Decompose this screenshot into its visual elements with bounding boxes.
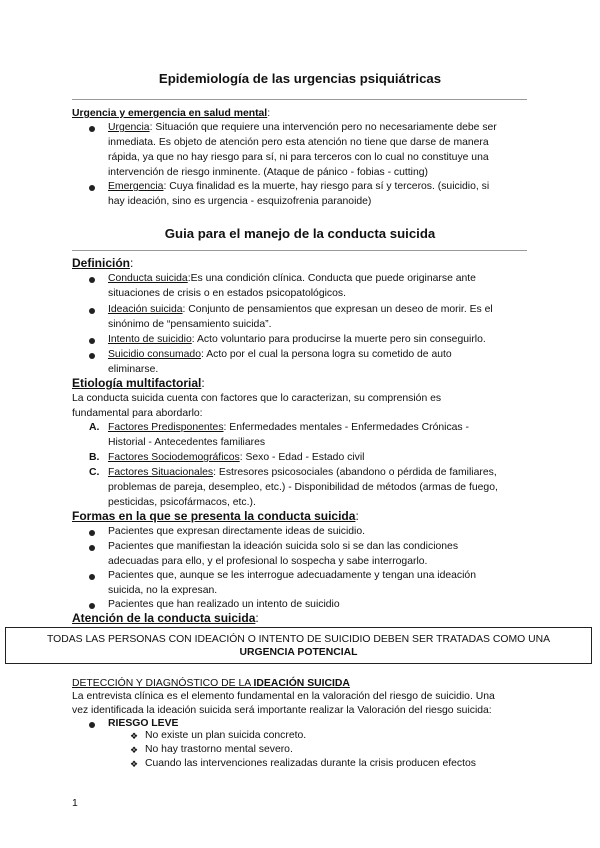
diamond-bullet-icon: ❖	[130, 745, 139, 755]
list-item-sociodemograficos: Factores Sociodemográficos: Sexo - Edad - Estado civil	[108, 452, 365, 463]
list-item-text: adecuadas para ello, y el profesional lo sospecha y sabe interrogarlo.	[108, 556, 428, 567]
bullet-icon	[89, 277, 95, 283]
bullet-icon	[89, 530, 95, 536]
list-item-text: Pacientes que manifiestan la ideación suicida solo si se dan las condiciones	[108, 541, 459, 552]
paragraph-line: fundamental para abordarlo:	[72, 408, 203, 419]
list-item-text: Pacientes que, aunque se les interrogue adecuadamente y tengan una ideación	[108, 570, 476, 581]
paragraph-line: vez identificada la ideación suicida será importante realizar la Valoración del riesgo suicida:	[72, 705, 492, 716]
list-item-text: situaciones de crisis o en estados psicopatológicos.	[108, 288, 346, 299]
list-letter: B.	[89, 452, 100, 463]
section-heading-urgencia: Urgencia y emergencia en salud mental:	[72, 108, 271, 119]
list-letter: C.	[89, 467, 100, 478]
bullet-icon	[89, 574, 95, 580]
list-item-intento: Intento de suicidio: Acto voluntario para producirse la muerte pero sin conseguirlo.	[108, 334, 486, 345]
bullet-icon	[89, 308, 95, 314]
section-heading-definicion: Definición:	[72, 256, 134, 270]
list-item-text: problemas de pareja, desempleo, etc.) - Disponibilidad de métodos (armas de fuego,	[108, 482, 498, 493]
sub-list-item: Cuando las intervenciones realizadas durante la crisis producen efectos	[145, 758, 476, 769]
list-item-text: suicida, no la expresan.	[108, 585, 218, 596]
diamond-bullet-icon: ❖	[130, 759, 139, 769]
list-letter: A.	[89, 422, 100, 433]
section-heading-deteccion: DETECCIÓN Y DIAGNÓSTICO DE LA IDEACIÓN SUICIDA	[72, 678, 350, 689]
section-heading-atencion: Atención de la conducta suicida:	[72, 611, 259, 625]
list-item-text: pesticidas, psicofármacos, etc.).	[108, 497, 256, 508]
diamond-bullet-icon: ❖	[130, 731, 139, 741]
paragraph-line: La conducta suicida cuenta con factores que lo caracterizan, su comprensión es	[72, 393, 442, 404]
callout-text: TODAS LAS PERSONAS CON IDEACIÓN O INTENTO DE SUICIDIO DEBEN SER TRATADAS COMO UNA	[46, 634, 551, 645]
list-item-text: Pacientes que expresan directamente ideas de suicidio.	[108, 526, 366, 537]
list-item-text: Historial - Antecedentes familiares	[108, 437, 266, 448]
list-item-text: sinónimo de “pensamiento suicida”.	[108, 319, 272, 330]
divider	[72, 250, 527, 251]
section-heading-etiologia: Etiología multifactorial:	[72, 376, 205, 390]
list-item-text: intervención de riesgo inminente. (Ataque de pánico - fobias - cutting)	[108, 167, 428, 178]
bullet-icon	[89, 126, 95, 132]
bullet-icon	[89, 353, 95, 359]
list-item-emergencia: Emergencia: Cuya finalidad es la muerte, hay riesgo para sí y terceros. (suicidio, si	[108, 181, 490, 192]
list-item-ideacion: Ideación suicida: Conjunto de pensamientos que expresan un deseo de morir. Es el	[108, 304, 493, 315]
section-heading-formas: Formas en la que se presenta la conducta suicida:	[72, 509, 359, 523]
callout-emphasis: URGENCIA POTENCIAL	[239, 647, 358, 658]
list-item-predisponentes: Factores Predisponentes: Enfermedades mentales - Enfermedades Crónicas -	[108, 422, 469, 433]
paragraph-line: La entrevista clínica es el elemento fundamental en la valoración del riesgo de suicidio. Una	[72, 691, 495, 702]
bullet-icon	[89, 603, 95, 609]
bullet-icon	[89, 722, 95, 728]
bullet-icon	[89, 338, 95, 344]
list-item-conducta: Conducta suicida:Es una condición clínica. Conducta que puede originarse ante	[108, 273, 476, 284]
section-title-guia: Guia para el manejo de la conducta suicida	[164, 226, 436, 241]
divider	[72, 99, 527, 100]
list-item-text: Pacientes que han realizado un intento de suicidio	[108, 599, 340, 610]
sub-list-item: No existe un plan suicida concreto.	[145, 730, 307, 741]
page-title: Epidemiología de las urgencias psiquiátricas	[158, 71, 442, 86]
sub-list-item: No hay trastorno mental severo.	[145, 744, 293, 755]
list-item-text: rápida, ya que no hay riesgo para sí, ni para terceros con lo cual no constituye una	[108, 152, 489, 163]
bullet-icon	[89, 185, 95, 191]
list-item-text: eliminarse.	[108, 364, 159, 375]
page-number: 1	[72, 798, 78, 809]
risk-level-label: RIESGO LEVE	[108, 718, 179, 729]
bullet-icon	[89, 545, 95, 551]
list-item-consumado: Suicidio consumado: Acto por el cual la persona logra su cometido de auto	[108, 349, 452, 360]
list-item-situacionales: Factores Situacionales: Estresores psicosociales (abandono o pérdida de familiares,	[108, 467, 497, 478]
list-item-urgencia: Urgencia: Situación que requiere una intervención pero no necesariamente debe ser	[108, 122, 497, 133]
list-item-text: inmediata. Es objeto de atención pero esta atención no tiene que darse de manera	[108, 137, 489, 148]
list-item-text: hay ideación, sino es urgencia - esquizofrenia paranoide)	[108, 196, 372, 207]
